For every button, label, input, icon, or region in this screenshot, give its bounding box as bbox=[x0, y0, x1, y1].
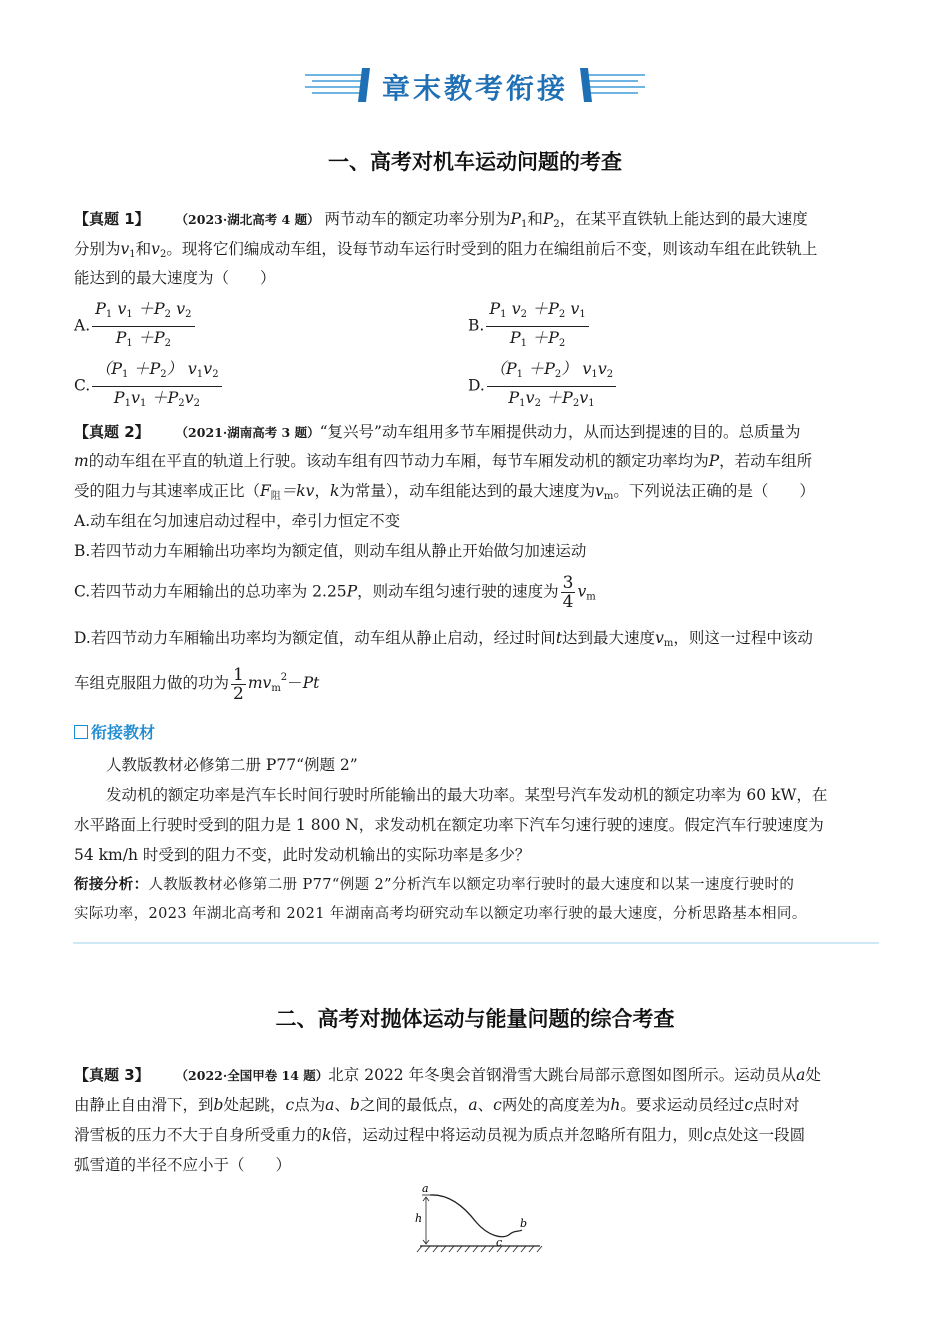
section2-title: 二、高考对抛体运动与能量问题的综合考查 bbox=[275, 1007, 675, 1031]
q2-source: （2021·湖南高考 3 题） bbox=[175, 425, 320, 440]
link-reference: 人教版教材必修第二册 P77“例题 2” bbox=[106, 756, 358, 774]
figure-label-c: c bbox=[496, 1236, 503, 1249]
figure-label-h: h bbox=[415, 1212, 423, 1225]
section1-title: 一、高考对机车运动问题的考查 bbox=[328, 150, 622, 174]
q1-line1: 【真题 1】 （2023·湖北高考 4 题） 两节动车的额定功率分别为$P_1$和$P_2$，在某平直铁轨上能达到的最大速度 bbox=[74, 210, 808, 230]
analysis-line2: 实际功率，2023 年湖北高考和 2021 年湖南高考均研究动车以额定功率行驶的最大速度，分析思路基本相同。 bbox=[74, 906, 807, 922]
q1-option-b[interactable]: B. $\frac{P_1 v_2 +P_2 v_1}{P_1 +P_2}$ bbox=[468, 298, 591, 355]
figure-label-a: a bbox=[422, 1182, 429, 1195]
q2-option-a[interactable]: A.动车组在匀加速启动过程中，牵引力恒定不变 bbox=[74, 512, 401, 530]
q1-line2: 分别为$v_1$和$v_2$。现将它们编成动车组，设每节动车运行时受到的阻力在编组前后不变，则该动车组在此铁轨上 bbox=[74, 240, 818, 260]
chapter-banner bbox=[300, 62, 650, 108]
q2-tag: 【真题 2】 bbox=[74, 423, 150, 441]
q1-line3: 能达到的最大速度为（ ） bbox=[74, 269, 276, 287]
q2-option-c[interactable]: C.若四节动力车厢输出的总功率为 2.25P，则动车组匀速行驶的速度为 $\frac{3}{4}$ $v_m$ bbox=[74, 573, 596, 612]
q1-option-c[interactable]: C. $\frac{(P_1 +P_2) v_1v_2}{P_1v_1 +P_2v_2}$ bbox=[74, 358, 224, 415]
q2-option-d[interactable]: D.若四节动力车厢输出功率均为额定值，动车组从静止启动，经过时间t达到最大速度$v_m$，则这一过程中该动 bbox=[74, 629, 813, 649]
q2-line3: 受的阻力与其速率成正比（$F_阻=kv$，k为常量），动车组能达到的最大速度为$v_m$。下列说法正确的是（ ） bbox=[74, 482, 815, 502]
figure-label-b: b bbox=[520, 1217, 528, 1230]
q3-line4: 弧雪道的半径不应小于（ ） bbox=[74, 1156, 292, 1174]
q1-option-d[interactable]: D. $\frac{(P_1 +P_2) v_1v_2}{P_1v_2 +P_2v_1}$ bbox=[468, 358, 618, 415]
checkbox-icon bbox=[74, 725, 88, 739]
banner-title: 章末教考衔接 bbox=[381, 72, 568, 105]
link-paragraph-3: 54 km/h 时受到的阻力不变，此时发动机输出的实际功率是多少？ bbox=[74, 846, 531, 864]
analysis-head: 衔接分析： bbox=[74, 877, 149, 893]
q3-line2: 由静止自由滑下，到b处起跳，c点为a、b之间的最低点，a、c两处的高度差为h。要求运动员经过c点时对 bbox=[74, 1096, 800, 1114]
q3-line1: 【真题 3】 （2022·全国甲卷 14 题）北京 2022 年冬奥会首钢滑雪大跳台局部示意图如图所示。运动员从a处 bbox=[74, 1066, 821, 1084]
analysis-line1: 衔接分析：人教版教材必修第二册 P77“例题 2”分析汽车以额定功率行驶时的最大速度和以某一速度行驶时的 bbox=[74, 877, 795, 893]
q3-source: （2022·全国甲卷 14 题） bbox=[175, 1068, 329, 1083]
q1-source: （2023·湖北高考 4 题） bbox=[175, 212, 320, 227]
q2-option-b[interactable]: B.若四节动力车厢输出功率均为额定值，则动车组从静止开始做匀加速运动 bbox=[74, 542, 587, 560]
q1-tag: 【真题 1】 bbox=[74, 210, 150, 228]
q3-line3: 滑雪板的压力不大于自身所受重力的k倍，运动过程中将运动员视为质点并忽略所有阻力，则c点处这一段圆 bbox=[74, 1126, 806, 1144]
q2-line1: 【真题 2】 （2021·湖南高考 3 题）“复兴号”动车组用多节车厢提供动力，从而达到提速的目的。总质量为 bbox=[74, 423, 801, 441]
q2-option-d-line2: 车组克服阻力做的功为 $\frac{1}{2}$ $mv_m^2-Pt$ bbox=[74, 664, 320, 704]
link-paragraph-2: 水平路面上行驶时受到的阻力是 1 800 N，求发动机在额定功率下汽车匀速行驶的速度。假定汽车行驶速度为 bbox=[74, 816, 824, 834]
link-textbook-heading: 衔接教材 bbox=[74, 720, 155, 743]
ski-jump-figure bbox=[408, 1180, 548, 1260]
q3-tag: 【真题 3】 bbox=[74, 1066, 150, 1084]
link-paragraph-1: 发动机的额定功率是汽车长时间行驶时所能输出的最大功率。某型号汽车发动机的额定功率为 60 kW，在 bbox=[106, 786, 828, 804]
q1-option-a[interactable]: A. $\frac{P_1 v_1 +P_2 v_2}{P_1 +P_2}$ bbox=[74, 298, 197, 355]
section-divider bbox=[73, 942, 879, 944]
q2-line2: m的动车组在平直的轨道上行驶。该动车组有四节动力车厢，每节车厢发动机的额定功率均为P，若动车组所 bbox=[74, 452, 813, 470]
